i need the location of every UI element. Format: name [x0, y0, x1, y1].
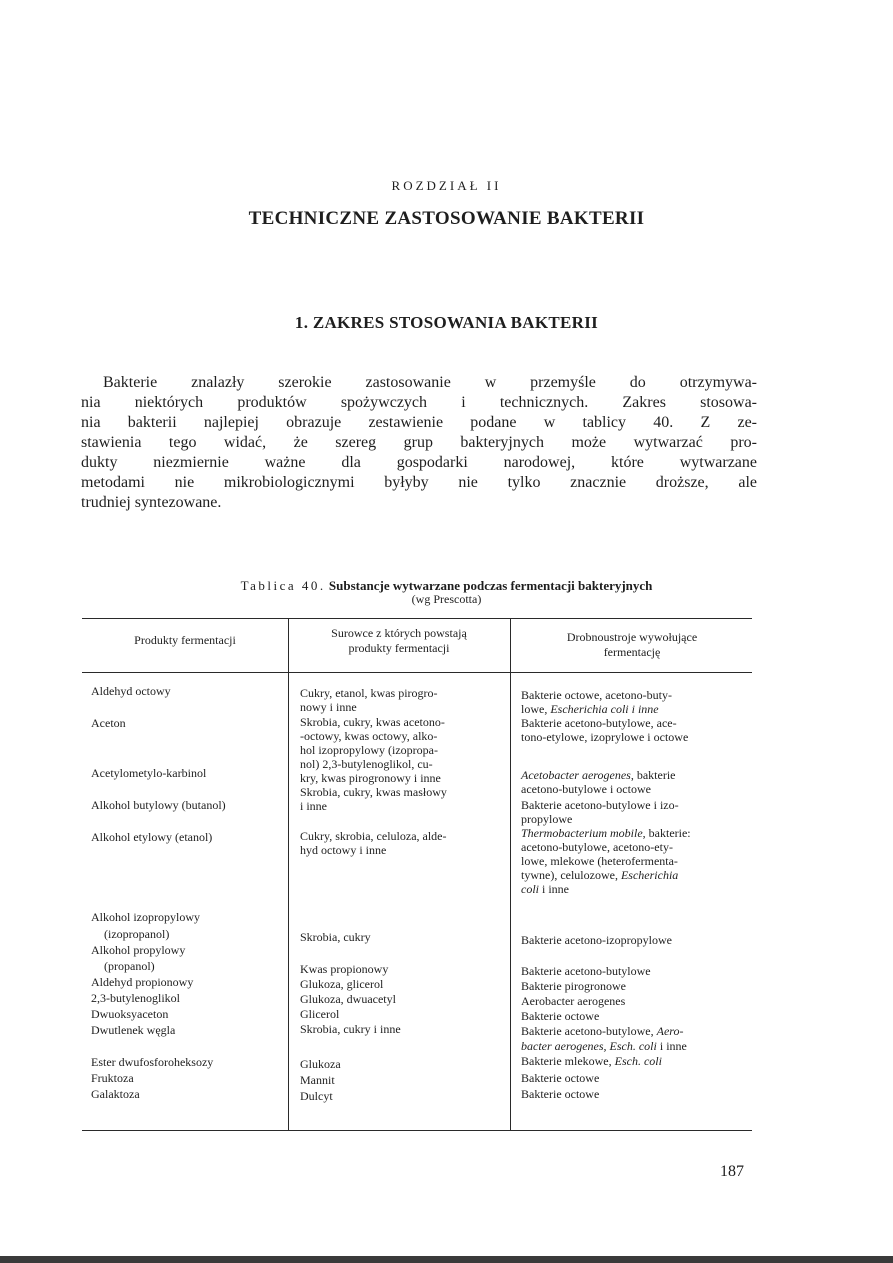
- table-top-rule: [82, 618, 752, 619]
- product-cell: Aldehyd octowy: [91, 684, 171, 698]
- paragraph-line: stawienia tego widać, że szereg grup bakteryjnych może wytwarzać pro-: [81, 434, 757, 451]
- microorganism-line: Aerobacter aerogenes: [521, 994, 626, 1008]
- product-cell: Ester dwufosforoheksozy: [91, 1055, 214, 1069]
- microorganism-text: Bakterie acetono-butylowe,: [521, 1024, 657, 1038]
- column-header-products: Produkty fermentacji: [134, 633, 236, 647]
- chapter-label: ROZDZIAŁ II: [391, 178, 502, 193]
- raw-material-line: kry, kwas pirogronowy i inne: [300, 771, 441, 785]
- scan-bottom-edge: [0, 1256, 893, 1263]
- raw-material-line: Glukoza, glicerol: [300, 977, 384, 991]
- product-cell: (propanol): [104, 959, 155, 973]
- microorganism-italic: Escherichia coli i inne: [550, 702, 659, 716]
- microorganism-italic: Escherichia: [620, 868, 679, 882]
- microorganism-line: acetono-butylowe i octowe: [521, 782, 651, 796]
- microorganism-line: propylowe: [521, 812, 573, 826]
- microorganism-text: i inne: [656, 1039, 687, 1053]
- paragraph-line: nia niektórych produktów spożywczych i technicznych. Zakres stosowa-: [81, 394, 757, 411]
- raw-material-line: Glicerol: [300, 1007, 340, 1021]
- microorganism-line: [521, 882, 569, 896]
- intro-paragraph: [81, 373, 757, 513]
- raw-material-line: Mannit: [300, 1073, 335, 1087]
- raw-material-line: Cukry, skrobia, celuloza, alde-: [300, 829, 447, 843]
- microorganism-line: [521, 768, 676, 782]
- raw-material-line: Dulcyt: [300, 1089, 333, 1103]
- microorganism-line: [521, 1024, 684, 1038]
- microorganism-line: Bakterie acetono-butylowe: [521, 964, 651, 978]
- chapter-title: TECHNICZNE ZASTOSOWANIE BAKTERII: [248, 208, 645, 229]
- microorganism-line: lowe, mlekowe (heterofermenta-: [521, 854, 678, 868]
- microorganism-line: tono-etylowe, izoprylowe i octowe: [521, 730, 689, 744]
- raw-material-line: Cukry, etanol, kwas pirogro-: [300, 686, 438, 700]
- microorganism-line: [521, 826, 691, 840]
- column-header-line: Surowce z których powstają: [331, 626, 467, 640]
- microorganism-line: [521, 1039, 687, 1053]
- paragraph-line: metodami nie mikrobiologicznymi byłyby nie tylko znacznie droższe, ale: [81, 474, 757, 491]
- raw-material-line: Skrobia, cukry: [300, 930, 371, 944]
- product-cell: Fruktoza: [91, 1071, 134, 1085]
- microorganism-italic: Aero-: [656, 1024, 684, 1038]
- raw-material-line: nowy i inne: [300, 700, 357, 714]
- column-header-line: Drobnoustroje wywołujące: [566, 630, 698, 644]
- column-header-raw-materials: [290, 626, 508, 656]
- raw-material-line: Skrobia, cukry i inne: [300, 1022, 401, 1036]
- paragraph-line: Bakterie znalazły szerokie zastosowanie w przemyśle do otrzymywa-: [103, 374, 757, 391]
- paragraph-line: nia bakterii najlepiej obrazuje zestawienie podane w tablicy 40. Z ze-: [81, 414, 757, 431]
- microorganism-line: Bakterie acetono-butylowe, ace-: [521, 716, 677, 730]
- product-cell: 2,3-butylenoglikol: [91, 991, 180, 1005]
- microorganism-line: Bakterie octowe: [521, 1071, 600, 1085]
- product-cell: Alkohol butylowy (butanol): [91, 798, 226, 812]
- table-bottom-rule: [82, 1130, 752, 1131]
- column-divider: [288, 618, 289, 1131]
- raw-material-line: hol izopropylowy (izopropa-: [300, 743, 438, 757]
- page-number: 187: [720, 1163, 744, 1180]
- microorganism-text: tywne), celulozowe,: [521, 868, 621, 882]
- microorganism-line: [521, 702, 659, 716]
- product-cell: Alkohol izopropylowy: [91, 910, 200, 924]
- product-cell: Acetylometylo-karbinol: [91, 766, 207, 780]
- raw-material-line: hyd octowy i inne: [300, 843, 387, 857]
- product-cell: Dwutlenek węgla: [91, 1023, 176, 1037]
- microorganism-text: lowe,: [521, 702, 551, 716]
- table-subcaption: (wg Prescotta): [411, 592, 482, 606]
- section-title: 1. ZAKRES STOSOWANIA BAKTERII: [294, 313, 599, 332]
- raw-material-line: Skrobia, cukry, kwas masłowy: [300, 785, 447, 799]
- microorganism-italic: bacter aerogenes, Esch. coli: [521, 1039, 657, 1053]
- microorganism-italic: coli: [521, 882, 539, 896]
- raw-material-line: Skrobia, cukry, kwas acetono-: [300, 715, 445, 729]
- microorganism-line: Bakterie octowe, acetono-buty-: [521, 688, 672, 702]
- microorganism-text: i inne: [539, 882, 569, 896]
- table-caption-title: Substancje wytwarzane podczas fermentacji bakteryjnych: [328, 578, 653, 593]
- column-divider: [510, 618, 511, 1131]
- microorganism-line: Bakterie octowe: [521, 1087, 600, 1101]
- column-header-line: produkty fermentacji: [348, 641, 450, 655]
- microorganism-line: acetono-butylowe, acetono-ety-: [521, 840, 673, 854]
- product-cell: (izopropanol): [104, 927, 170, 941]
- raw-material-line: Glukoza: [300, 1057, 341, 1071]
- microorganism-text: , bakterie: [630, 768, 676, 782]
- microorganism-text: Bakterie mlekowe,: [521, 1054, 615, 1068]
- microorganism-line: Bakterie pirogronowe: [521, 979, 626, 993]
- raw-material-line: nol) 2,3-butylenoglikol, cu-: [300, 757, 433, 771]
- raw-material-line: Kwas propionowy: [300, 962, 389, 976]
- product-cell: Alkohol propylowy: [91, 943, 186, 957]
- microorganism-line: Bakterie acetono-butylowe i izo-: [521, 798, 679, 812]
- product-cell: Dwuoksyaceton: [91, 1007, 169, 1021]
- microorganism-line: [521, 868, 678, 882]
- microorganism-italic: Acetobacter aerogenes: [521, 768, 631, 782]
- table-caption-lead: Tablica 40.: [240, 578, 326, 593]
- microorganism-line: [521, 1054, 662, 1068]
- raw-material-line: -octowy, kwas octowy, alko-: [300, 729, 438, 743]
- column-header-microorganisms: [512, 630, 752, 660]
- raw-material-line: i inne: [300, 799, 327, 813]
- paragraph-line: dukty niezmiernie ważne dla gospodarki narodowej, które wytwarzane: [81, 454, 757, 471]
- microorganism-italic: Esch. coli: [614, 1054, 662, 1068]
- column-header-line: fermentację: [603, 645, 661, 659]
- paragraph-line: trudniej syntezowane.: [81, 494, 222, 511]
- product-cell: Aldehyd propionowy: [91, 975, 194, 989]
- table-header-rule: [82, 672, 752, 673]
- product-cell: Alkohol etylowy (etanol): [91, 830, 213, 844]
- microorganism-italic: Thermobacterium mobile: [521, 826, 643, 840]
- microorganism-line: Bakterie octowe: [521, 1009, 600, 1023]
- microorganism-text: , bakterie:: [642, 826, 691, 840]
- product-cell: Aceton: [91, 716, 126, 730]
- product-cell: Galaktoza: [91, 1087, 140, 1101]
- microorganism-line: Bakterie acetono-izopropylowe: [521, 933, 672, 947]
- raw-material-line: Glukoza, dwuacetyl: [300, 992, 396, 1006]
